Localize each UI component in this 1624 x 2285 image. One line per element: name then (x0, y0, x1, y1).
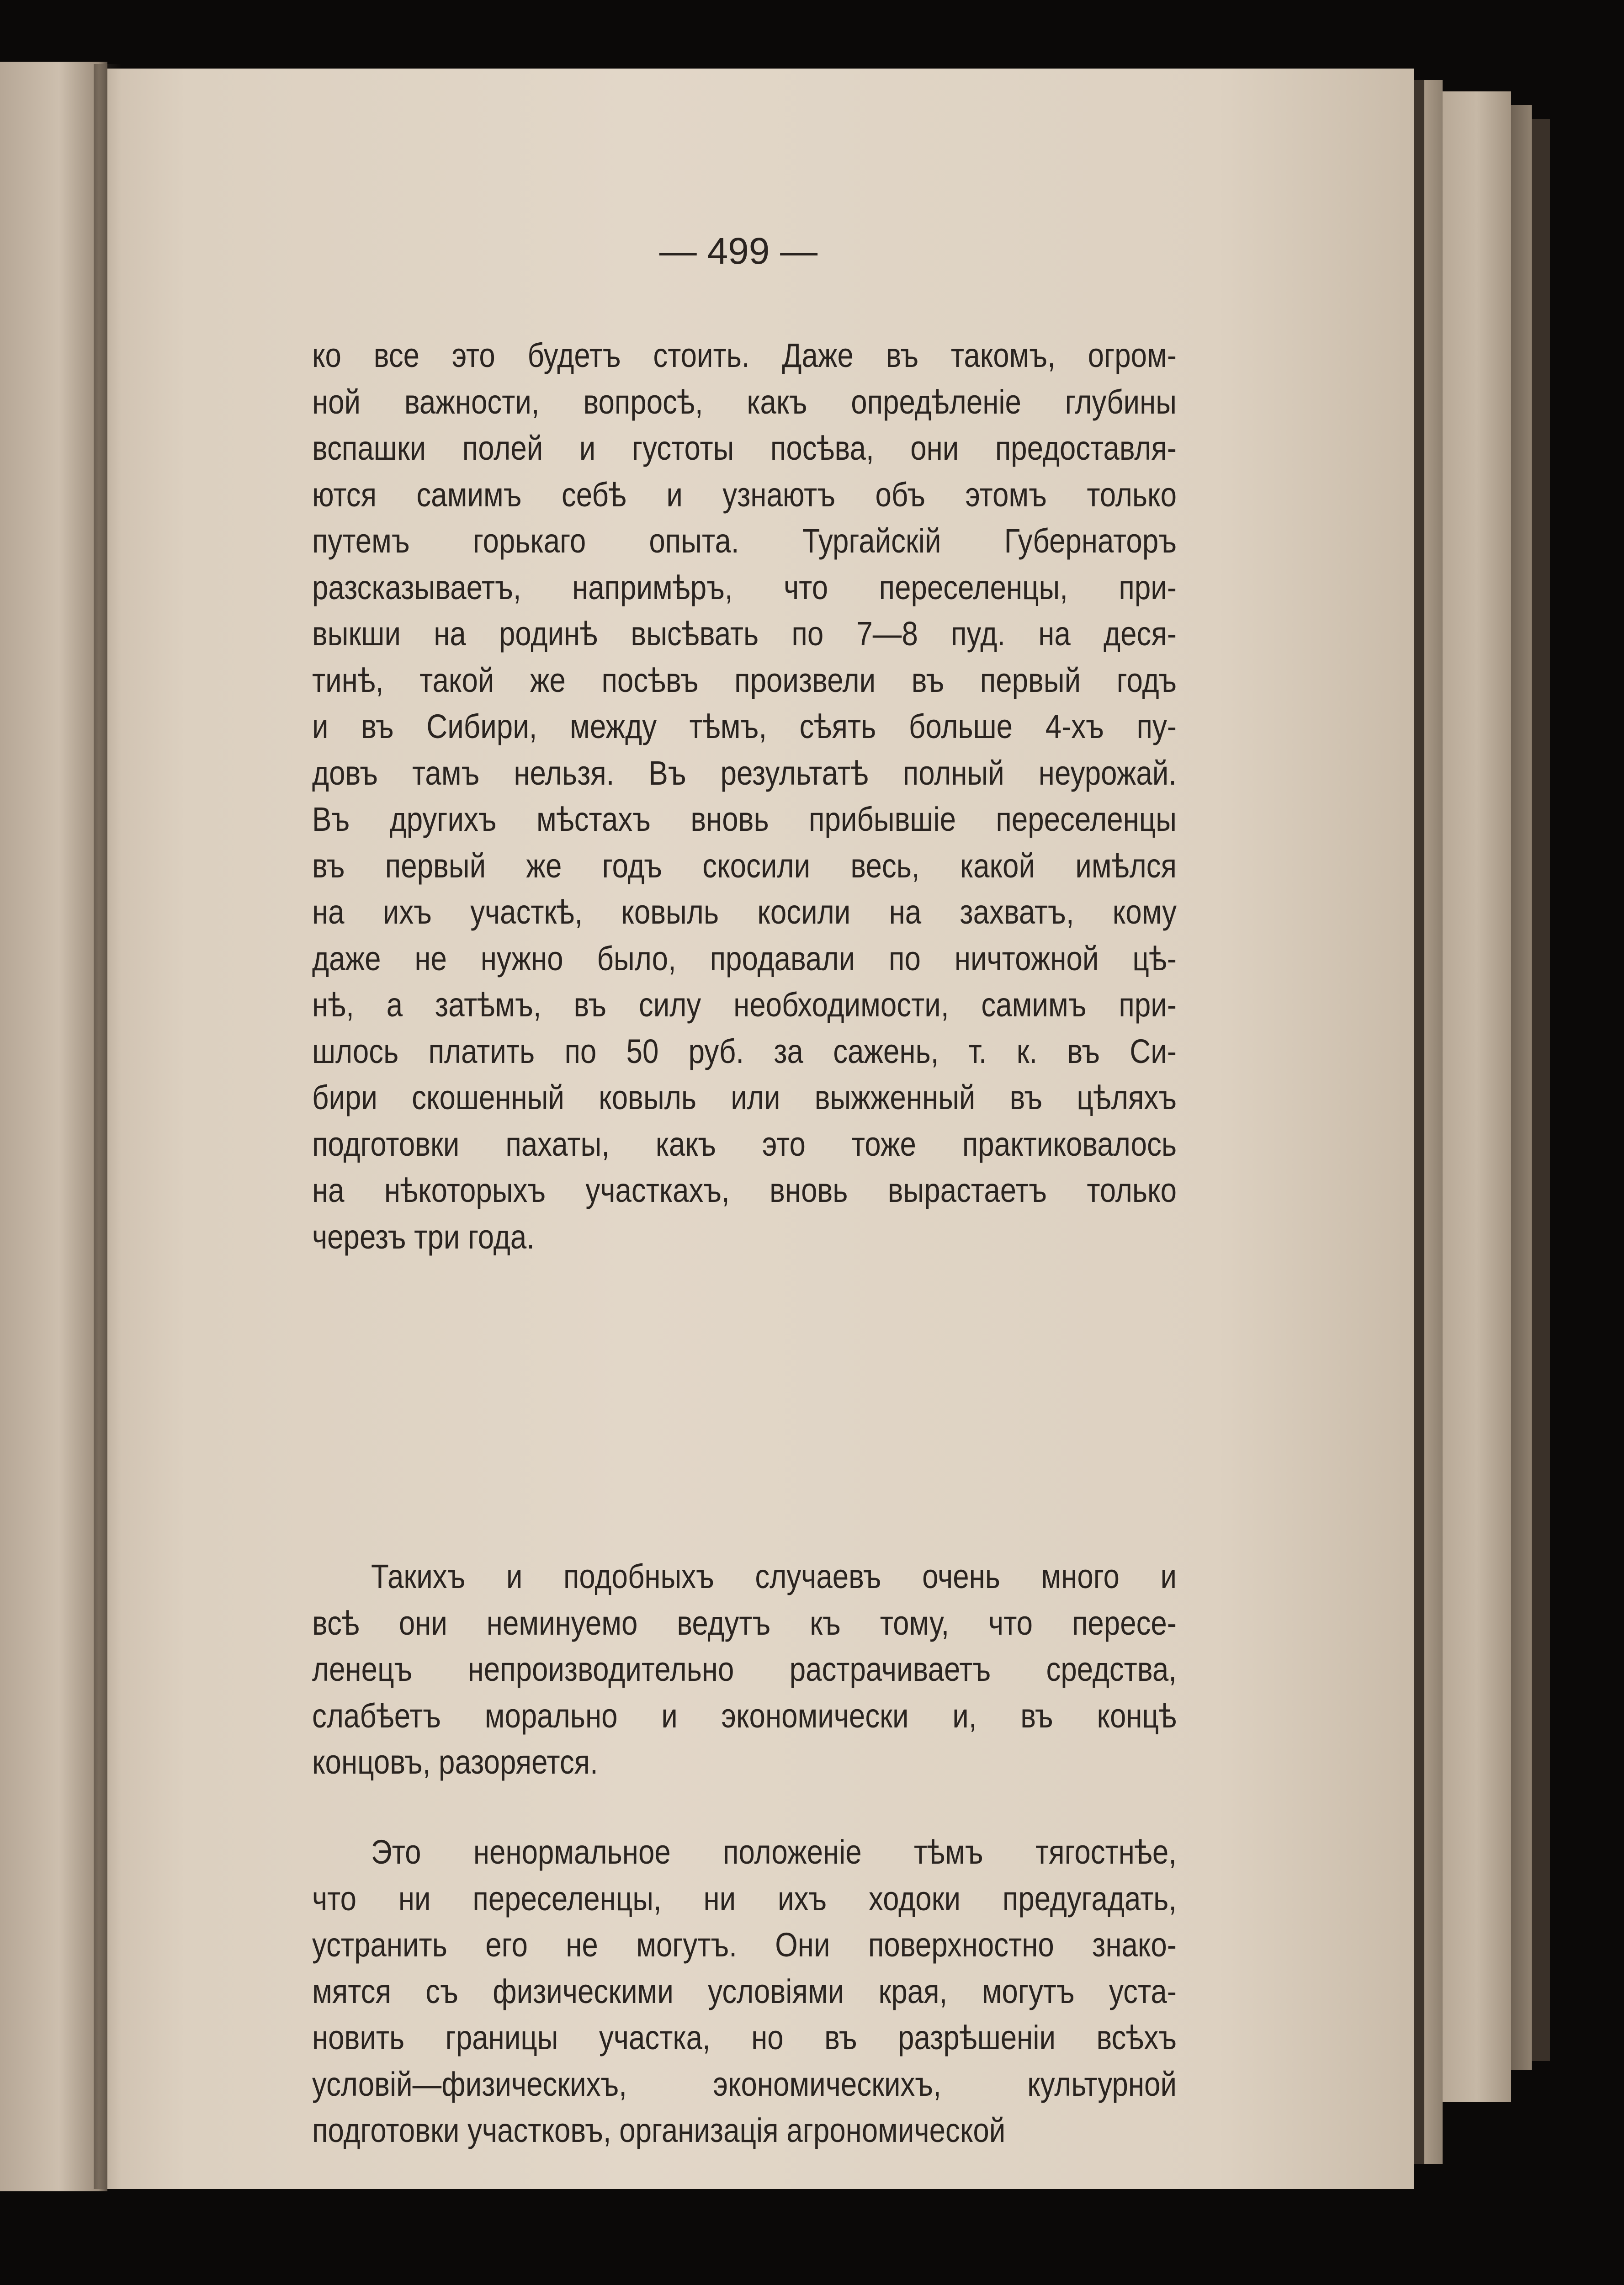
text-line: черезъ три года. (312, 1217, 535, 1256)
previous-page-edge (0, 62, 107, 2191)
text-line: тинѣ, такой же посѣвъ произвели въ первый годъ (312, 661, 1177, 699)
page-stack-edge (1443, 91, 1511, 2102)
text-line: шлось платить по 50 руб. за сажень, т. к. въ Си- (312, 1032, 1177, 1070)
text-line: выкши на родинѣ высѣвать по 7—8 пуд. на деся- (312, 615, 1177, 653)
text-line: вспашки полей и густоты посѣва, они предоставля- (312, 429, 1177, 467)
text-line: ленецъ непроизводительно растрачиваетъ средства, (312, 1650, 1177, 1688)
text-line: Такихъ и подобныхъ случаевъ очень много и (371, 1557, 1177, 1595)
text-line: и въ Сибири, между тѣмъ, сѣять больше 4-хъ пу- (312, 707, 1177, 745)
text-line: мятся съ физическими условіями края, могутъ уста- (312, 1972, 1177, 2010)
text-line: даже не нужно было, продавали по ничтожной цѣ- (312, 939, 1177, 978)
page-stack-edge (1532, 119, 1550, 2061)
text-line: Это ненормальное положеніе тѣмъ тягостнѣе, (371, 1833, 1177, 1871)
text-line: ко все это будетъ стоить. Даже въ такомъ, огром- (312, 336, 1177, 374)
text-line: концовъ, разоряется. (312, 1743, 598, 1781)
text-line: условій—физическихъ, экономическихъ, культурной (312, 2065, 1177, 2103)
text-line: на ихъ участкѣ, ковыль косили на захватъ, кому (312, 893, 1177, 931)
text-line: всѣ они неминуемо ведутъ къ тому, что пересе- (312, 1604, 1177, 1642)
text-line: нѣ, а затѣмъ, въ силу необходимости, самимъ при- (312, 986, 1177, 1024)
text-line: довъ тамъ нельзя. Въ результатѣ полный неурожай. (312, 754, 1177, 792)
text-line: Въ другихъ мѣстахъ вновь прибывшіе переселенцы (312, 800, 1177, 838)
text-line: разсказываетъ, напримѣръ, что переселенцы, при- (312, 568, 1177, 606)
text-line: устранить его не могутъ. Они поверхностно знако- (312, 1926, 1177, 1964)
text-line: въ первый же годъ скосили весь, какой имѣлся (312, 846, 1177, 885)
text-line: новить границы участка, но въ разрѣшеніи всѣхъ (312, 2019, 1177, 2056)
text-line: на нѣкоторыхъ участкахъ, вновь вырастаетъ только (312, 1171, 1177, 1209)
text-line: подготовки пахаты, какъ это тоже практиковалось (312, 1125, 1177, 1163)
text-line: подготовки участковъ, организація агрономической (312, 2111, 1006, 2149)
text-line: бири скошенный ковыль или выжженный въ цѣляхъ (312, 1079, 1177, 1116)
page-stack-edge (1424, 80, 1443, 2164)
text-line: слабѣетъ морально и экономически и, въ концѣ (312, 1696, 1177, 1735)
text-line: ются самимъ себѣ и узнаютъ объ этомъ только (312, 475, 1177, 514)
page-gutter-shadow (94, 64, 121, 2189)
text-line: ной важности, вопросѣ, какъ опредѣленіе глубины (312, 383, 1177, 421)
page-number: — 499 — (659, 230, 818, 272)
text-line: путемъ горькаго опыта. Тургайскій Губернаторъ (312, 522, 1177, 560)
text-line: что ни переселенцы, ни ихъ ходоки предугадать, (312, 1879, 1177, 1918)
page-stack-edge (1414, 80, 1424, 2164)
page-stack-edge (1511, 105, 1532, 2070)
